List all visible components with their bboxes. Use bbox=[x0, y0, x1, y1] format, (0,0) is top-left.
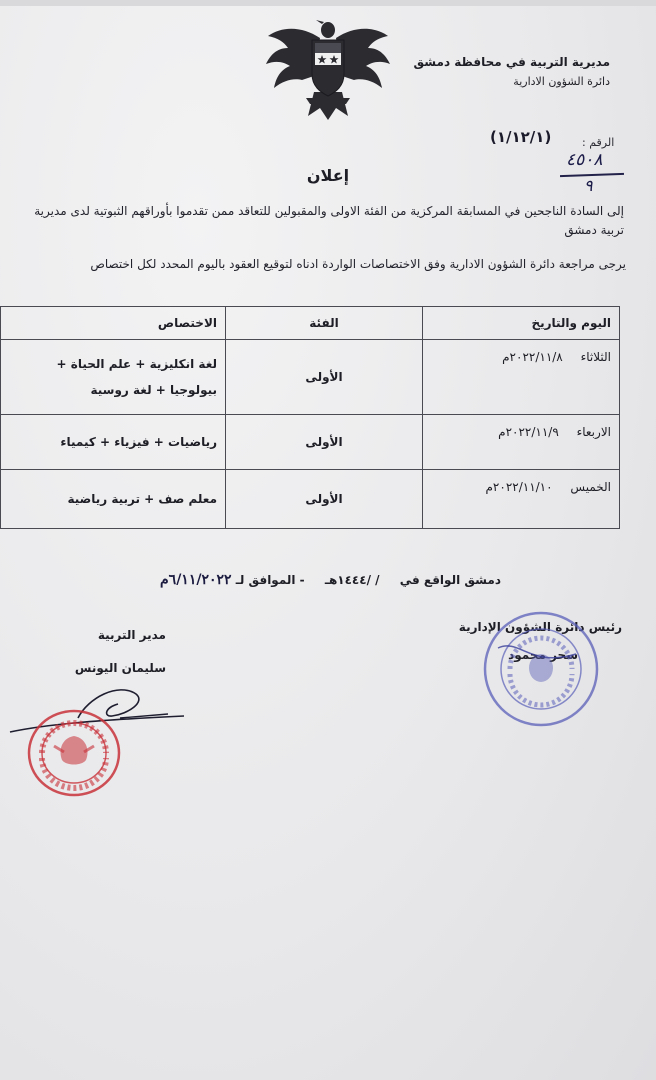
reference-denominator: ٩ bbox=[584, 176, 593, 195]
day-date: ٢٠٢٢/١١/٩م bbox=[498, 425, 559, 439]
issue-place: دمشق الواقع في bbox=[399, 573, 501, 587]
date-cell bbox=[423, 470, 620, 529]
page-edge bbox=[0, 0, 656, 6]
table-row bbox=[1, 415, 620, 470]
table-row bbox=[1, 340, 620, 415]
specialty-cell: لغة انكليزية + علم الحياة + بيولوجيا + لغة روسية bbox=[1, 340, 226, 415]
day-name: الاربعاء bbox=[576, 425, 611, 439]
issue-date-line bbox=[160, 572, 501, 588]
page-title: إعلان bbox=[306, 166, 350, 185]
blue-stamp-icon bbox=[480, 608, 602, 730]
red-stamp-icon bbox=[26, 708, 122, 798]
day-name: الثلاثاء bbox=[580, 350, 611, 364]
specialty-cell: معلم صف + تربية رياضية bbox=[1, 470, 226, 529]
specialty-cell: رياضيات + فيزياء + كيمياء bbox=[1, 415, 226, 470]
table-row bbox=[1, 470, 620, 529]
header-specialty: الاختصاص bbox=[1, 307, 226, 340]
category-cell: الأولى bbox=[226, 415, 423, 470]
left-signer-role: مدير التربية bbox=[97, 628, 166, 642]
day-name: الخميس bbox=[570, 480, 611, 494]
category-cell: الأولى bbox=[226, 340, 423, 415]
announcement-paragraph-1: إلى السادة الناجحين في المسابقة المركزية من الفئة الاولى والمقبولين للتعاقد ممن تقدموا بأوراقهم الثبوتية لدى مديرية تربية دمشق bbox=[34, 204, 624, 237]
left-signature-block bbox=[66, 628, 166, 675]
date-cell bbox=[423, 415, 620, 470]
day-date: ٢٠٢٢/١١/٨م bbox=[502, 350, 563, 364]
eagle-emblem-icon bbox=[262, 18, 394, 122]
day-date: ٢٠٢٢/١١/١٠م bbox=[485, 480, 553, 494]
right-signer-name: سحر محمود bbox=[508, 648, 578, 662]
issue-gregorian-date: ٦/١١/٢٠٢٢م bbox=[160, 572, 232, 588]
department-name: دائرة الشؤون الادارية bbox=[513, 75, 610, 88]
right-signer-role: رئيس دائرة الشؤون الإدارية bbox=[458, 620, 622, 634]
directorate-name: مديرية التربية في محافظة دمشق bbox=[413, 55, 610, 69]
reference-label: الرقم : bbox=[582, 136, 615, 149]
header-date: اليوم والتاريخ bbox=[423, 307, 620, 340]
table-header-row bbox=[1, 307, 620, 340]
header-category: الفئة bbox=[226, 307, 423, 340]
date-cell bbox=[423, 340, 620, 415]
announcement-paragraph-2: يرجى مراجعة دائرة الشؤون الادارية وفق الاختصاصات الواردة ادناه لتوقيع العقود باليوم المحدد لكل اختصاص bbox=[90, 257, 626, 271]
issuer-header bbox=[413, 52, 610, 92]
issue-hijri-date: / /١٤٤٤هـ bbox=[324, 573, 380, 587]
category-cell: الأولى bbox=[226, 470, 423, 529]
reference-number: ٤٥٠٨ bbox=[566, 150, 603, 170]
reference-date: (١/١٢/١) bbox=[490, 128, 552, 146]
schedule-table bbox=[0, 306, 620, 529]
issue-gregorian-prefix: - الموافق لـ bbox=[235, 573, 305, 587]
left-signer-name: سليمان اليونس bbox=[74, 661, 166, 675]
